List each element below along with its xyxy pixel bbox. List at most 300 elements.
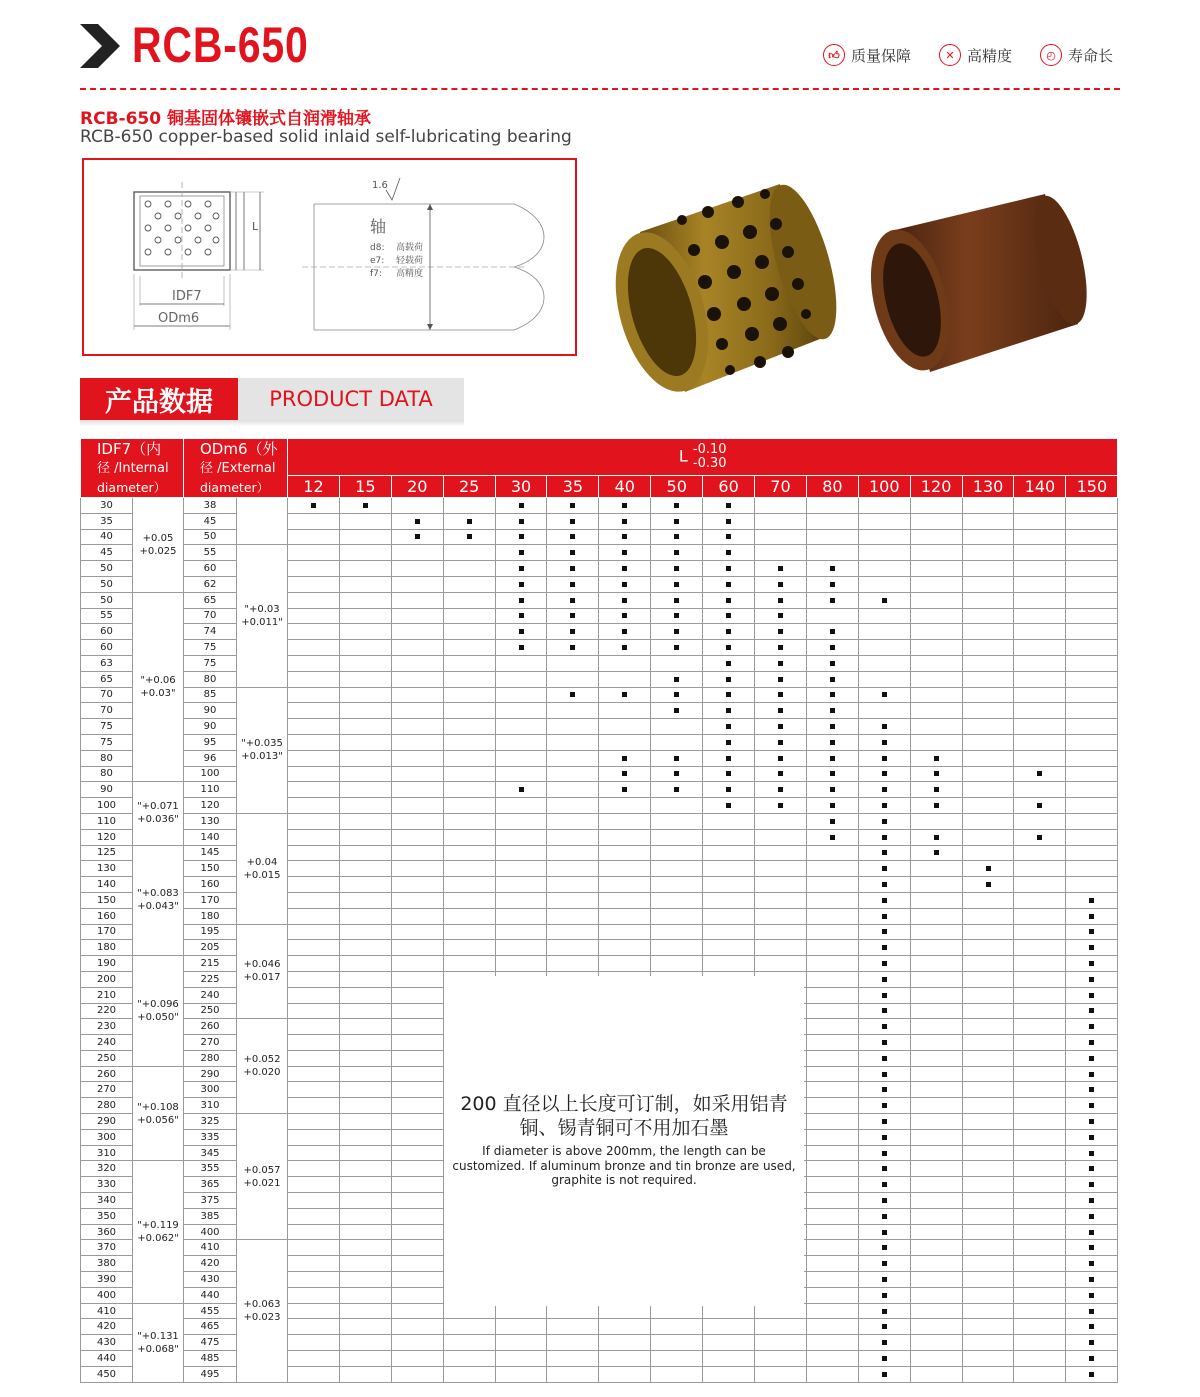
available-mark [726, 645, 731, 650]
availability-cell [962, 971, 1014, 987]
availability-cell [1066, 782, 1118, 798]
available-mark [1089, 1261, 1094, 1266]
availability-cell [806, 956, 858, 972]
availability-cell [495, 608, 547, 624]
available-mark [830, 740, 835, 745]
od-value: 140 [184, 829, 237, 845]
available-mark [726, 582, 731, 587]
available-mark [1089, 1309, 1094, 1314]
availability-cell [288, 1319, 340, 1335]
id-value: 45 [81, 545, 133, 561]
availability-cell [651, 498, 703, 514]
available-mark [830, 598, 835, 603]
availability-cell [1014, 798, 1066, 814]
available-mark [1089, 1151, 1094, 1156]
availability-cell [1014, 498, 1066, 514]
table-row [81, 1366, 1118, 1382]
availability-cell [391, 845, 443, 861]
product-title-cn: RCB-650 铜基固体镶嵌式自润滑轴承 [80, 109, 371, 129]
od-value: 345 [184, 1145, 237, 1161]
length-col-header: 50 [651, 476, 703, 498]
availability-cell [703, 798, 755, 814]
availability-cell [910, 798, 962, 814]
availability-cell [339, 829, 391, 845]
availability-cell [391, 1366, 443, 1382]
availability-cell [755, 1319, 807, 1335]
availability-cell [858, 1193, 910, 1209]
availability-cell [339, 908, 391, 924]
available-mark [882, 961, 887, 966]
length-col-header: 130 [962, 476, 1014, 498]
availability-cell [443, 798, 495, 814]
availability-cell [599, 766, 651, 782]
availability-cell [599, 782, 651, 798]
available-mark [934, 771, 939, 776]
availability-cell [288, 971, 340, 987]
d8-text: 高载荷 [396, 243, 424, 253]
availability-cell [858, 513, 910, 529]
available-mark [1089, 1135, 1094, 1140]
availability-cell [339, 750, 391, 766]
availability-cell [288, 1272, 340, 1288]
availability-cell [391, 1019, 443, 1035]
availability-cell [806, 1224, 858, 1240]
availability-cell [806, 1193, 858, 1209]
availability-cell [288, 1177, 340, 1193]
availability-cell [288, 956, 340, 972]
available-mark [519, 534, 524, 539]
table-row [81, 498, 1118, 514]
od-value: 195 [184, 924, 237, 940]
availability-cell [288, 845, 340, 861]
availability-cell [910, 1335, 962, 1351]
available-mark [622, 519, 627, 524]
availability-cell [910, 1366, 962, 1382]
availability-cell [1066, 1145, 1118, 1161]
availability-cell [806, 845, 858, 861]
availability-cell [962, 1272, 1014, 1288]
availability-cell [910, 1082, 962, 1098]
availability-cell [443, 640, 495, 656]
availability-cell [1066, 1019, 1118, 1035]
table-row [81, 671, 1118, 687]
availability-cell [651, 924, 703, 940]
availability-cell [339, 1177, 391, 1193]
availability-cell [703, 1366, 755, 1382]
available-mark [1089, 929, 1094, 934]
od-value: 96 [184, 750, 237, 766]
availability-cell [339, 1224, 391, 1240]
table-row [81, 798, 1118, 814]
od-value: 50 [184, 529, 237, 545]
availability-cell [806, 1066, 858, 1082]
availability-cell [339, 940, 391, 956]
available-mark [882, 756, 887, 761]
availability-cell [755, 892, 807, 908]
available-mark [882, 835, 887, 840]
availability-cell [1014, 1272, 1066, 1288]
availability-cell [806, 671, 858, 687]
availability-cell [1066, 529, 1118, 545]
available-mark [570, 503, 575, 508]
availability-cell [599, 1319, 651, 1335]
availability-cell [806, 750, 858, 766]
availability-cell [599, 608, 651, 624]
availability-cell [1066, 1366, 1118, 1382]
availability-cell [1066, 845, 1118, 861]
availability-cell [703, 750, 755, 766]
availability-cell [703, 1351, 755, 1367]
available-mark [882, 692, 887, 697]
table-row [81, 1351, 1118, 1367]
availability-cell [755, 624, 807, 640]
availability-cell [391, 1035, 443, 1051]
availability-cell [391, 1003, 443, 1019]
availability-cell [339, 671, 391, 687]
od-value: 150 [184, 861, 237, 877]
availability-cell [339, 1003, 391, 1019]
availability-cell [703, 908, 755, 924]
availability-cell [806, 1256, 858, 1272]
available-mark [519, 787, 524, 792]
id-tolerance: "+0.083 +0.043" [133, 845, 184, 956]
availability-cell [339, 1050, 391, 1066]
available-mark [934, 850, 939, 855]
availability-cell [806, 1272, 858, 1288]
id-value: 65 [81, 671, 133, 687]
availability-cell [339, 1351, 391, 1367]
od-value: 90 [184, 719, 237, 735]
od-value: 95 [184, 734, 237, 750]
availability-cell [806, 655, 858, 671]
availability-cell [858, 1287, 910, 1303]
availability-cell [1066, 592, 1118, 608]
od-value: 465 [184, 1319, 237, 1335]
availability-cell [547, 924, 599, 940]
availability-cell [599, 750, 651, 766]
availability-cell [1014, 719, 1066, 735]
availability-cell [755, 908, 807, 924]
id-value: 60 [81, 624, 133, 640]
availability-cell [806, 640, 858, 656]
availability-cell [495, 529, 547, 545]
available-mark [674, 582, 679, 587]
availability-cell [339, 1145, 391, 1161]
clock-icon: ◴ [1040, 44, 1062, 66]
availability-cell [1014, 1256, 1066, 1272]
id-value: 55 [81, 608, 133, 624]
availability-cell [599, 624, 651, 640]
available-mark [882, 1024, 887, 1029]
available-mark [986, 866, 991, 871]
availability-cell [1066, 1224, 1118, 1240]
id-value: 130 [81, 861, 133, 877]
id-value: 35 [81, 513, 133, 529]
availability-cell [806, 1366, 858, 1382]
availability-cell [495, 498, 547, 514]
availability-cell [1066, 1003, 1118, 1019]
availability-cell [962, 908, 1014, 924]
availability-cell [599, 1351, 651, 1367]
availability-cell [703, 845, 755, 861]
availability-cell [547, 829, 599, 845]
availability-cell [391, 971, 443, 987]
available-mark [778, 771, 783, 776]
availability-cell [339, 971, 391, 987]
availability-cell [495, 592, 547, 608]
availability-cell [910, 1193, 962, 1209]
availability-cell [910, 1319, 962, 1335]
custom-note-cn [444, 1092, 804, 1140]
availability-cell [962, 1351, 1014, 1367]
length-col-header: 20 [391, 476, 443, 498]
availability-cell [391, 1303, 443, 1319]
availability-cell [339, 513, 391, 529]
od-value: 100 [184, 766, 237, 782]
availability-cell [443, 624, 495, 640]
availability-cell [288, 1098, 340, 1114]
availability-cell [1014, 703, 1066, 719]
availability-cell [1066, 750, 1118, 766]
availability-cell [858, 829, 910, 845]
availability-cell [858, 782, 910, 798]
availability-cell [806, 766, 858, 782]
id-value: 430 [81, 1335, 133, 1351]
availability-cell [962, 798, 1014, 814]
availability-cell [495, 829, 547, 845]
table-row [81, 624, 1118, 640]
availability-cell [806, 703, 858, 719]
available-mark [622, 613, 627, 618]
availability-cell [1014, 687, 1066, 703]
availability-cell [391, 1193, 443, 1209]
availability-cell [858, 908, 910, 924]
availability-cell [858, 1019, 910, 1035]
od-value: 240 [184, 987, 237, 1003]
availability-cell [755, 1335, 807, 1351]
availability-cell [962, 1114, 1014, 1130]
availability-cell [1014, 877, 1066, 893]
availability-cell [443, 877, 495, 893]
availability-cell [806, 576, 858, 592]
availability-cell [339, 687, 391, 703]
availability-cell [651, 813, 703, 829]
availability-cell [858, 1035, 910, 1051]
id-value: 125 [81, 845, 133, 861]
availability-cell [703, 766, 755, 782]
available-mark [674, 756, 679, 761]
availability-cell [651, 782, 703, 798]
availability-cell [858, 576, 910, 592]
availability-cell [339, 1019, 391, 1035]
length-col-header: 150 [1066, 476, 1118, 498]
availability-cell [547, 1319, 599, 1335]
availability-cell [339, 892, 391, 908]
availability-cell [391, 719, 443, 735]
available-mark [1037, 803, 1042, 808]
availability-cell [288, 892, 340, 908]
availability-cell [443, 592, 495, 608]
available-mark [519, 645, 524, 650]
availability-cell [288, 798, 340, 814]
table-row [81, 608, 1118, 624]
availability-cell [547, 798, 599, 814]
availability-cell [599, 687, 651, 703]
availability-cell [962, 829, 1014, 845]
availability-cell [1066, 640, 1118, 656]
availability-cell [962, 687, 1014, 703]
availability-cell [599, 845, 651, 861]
length-col-header: 35 [547, 476, 599, 498]
available-mark [778, 708, 783, 713]
availability-cell [495, 1319, 547, 1335]
availability-cell [858, 1177, 910, 1193]
availability-cell [651, 861, 703, 877]
availability-cell [443, 498, 495, 514]
available-mark [570, 582, 575, 587]
availability-cell [755, 529, 807, 545]
availability-cell [547, 671, 599, 687]
od-value: 385 [184, 1208, 237, 1224]
availability-cell [599, 956, 651, 972]
availability-cell [547, 576, 599, 592]
od-value: 80 [184, 671, 237, 687]
availability-cell [1066, 734, 1118, 750]
availability-cell [391, 1351, 443, 1367]
available-mark [674, 708, 679, 713]
availability-cell [339, 703, 391, 719]
availability-cell [391, 956, 443, 972]
availability-cell [910, 1019, 962, 1035]
availability-cell [755, 750, 807, 766]
availability-cell [547, 813, 599, 829]
availability-cell [1066, 576, 1118, 592]
availability-cell [339, 1256, 391, 1272]
availability-cell [651, 608, 703, 624]
availability-cell [806, 924, 858, 940]
availability-cell [910, 750, 962, 766]
availability-cell [547, 592, 599, 608]
availability-cell [1014, 1019, 1066, 1035]
availability-cell [288, 734, 340, 750]
availability-cell [599, 798, 651, 814]
availability-cell [288, 655, 340, 671]
availability-cell [703, 734, 755, 750]
availability-cell [858, 987, 910, 1003]
availability-cell [1066, 1256, 1118, 1272]
availability-cell [858, 798, 910, 814]
available-mark [467, 534, 472, 539]
available-mark [882, 771, 887, 776]
availability-cell [910, 813, 962, 829]
availability-cell [703, 624, 755, 640]
availability-cell [703, 1319, 755, 1335]
availability-cell [962, 1050, 1014, 1066]
availability-cell [858, 1082, 910, 1098]
availability-cell [755, 845, 807, 861]
availability-cell [339, 561, 391, 577]
availability-cell [755, 703, 807, 719]
table-row [81, 640, 1118, 656]
availability-cell [391, 592, 443, 608]
availability-cell [910, 561, 962, 577]
available-mark [830, 629, 835, 634]
availability-cell [806, 1240, 858, 1256]
availability-cell [288, 750, 340, 766]
availability-cell [1014, 1082, 1066, 1098]
availability-cell [339, 1035, 391, 1051]
available-mark [1089, 1324, 1094, 1329]
availability-cell [910, 1161, 962, 1177]
available-mark [726, 598, 731, 603]
available-mark [882, 724, 887, 729]
available-mark [934, 803, 939, 808]
availability-cell [651, 940, 703, 956]
availability-cell [339, 1319, 391, 1335]
od-value: 180 [184, 908, 237, 924]
id-value: 230 [81, 1019, 133, 1035]
available-mark [674, 629, 679, 634]
availability-cell [962, 1082, 1014, 1098]
availability-cell [1014, 576, 1066, 592]
od-value: 420 [184, 1256, 237, 1272]
availability-cell [495, 798, 547, 814]
availability-cell [962, 513, 1014, 529]
availability-cell [1066, 940, 1118, 956]
availability-cell [910, 592, 962, 608]
f7-text: 高精度 [396, 269, 424, 279]
availability-cell [1066, 956, 1118, 972]
availability-cell [495, 671, 547, 687]
available-mark [726, 708, 731, 713]
availability-cell [910, 576, 962, 592]
availability-cell [1066, 608, 1118, 624]
table-row [81, 750, 1118, 766]
availability-cell [703, 719, 755, 735]
availability-cell [755, 498, 807, 514]
availability-cell [806, 561, 858, 577]
availability-cell [703, 561, 755, 577]
availability-cell [910, 766, 962, 782]
availability-cell [1014, 829, 1066, 845]
availability-cell [806, 529, 858, 545]
availability-cell [599, 861, 651, 877]
availability-cell [288, 1019, 340, 1035]
availability-cell [858, 687, 910, 703]
available-mark [1089, 1277, 1094, 1282]
availability-cell [1066, 1240, 1118, 1256]
availability-cell [288, 861, 340, 877]
id-value: 390 [81, 1272, 133, 1288]
availability-cell [651, 829, 703, 845]
availability-cell [339, 845, 391, 861]
od-header-line3: diameter） [200, 479, 270, 495]
availability-cell [755, 561, 807, 577]
availability-cell [288, 766, 340, 782]
availability-cell [651, 892, 703, 908]
availability-cell [755, 766, 807, 782]
availability-cell [910, 956, 962, 972]
e7-label: e7: [370, 256, 385, 266]
availability-cell [443, 703, 495, 719]
available-mark [519, 629, 524, 634]
availability-cell [547, 908, 599, 924]
od-tolerance: +0.046 +0.017 [237, 924, 288, 1019]
availability-cell [288, 813, 340, 829]
availability-cell [339, 608, 391, 624]
available-mark [726, 724, 731, 729]
id-value: 210 [81, 987, 133, 1003]
